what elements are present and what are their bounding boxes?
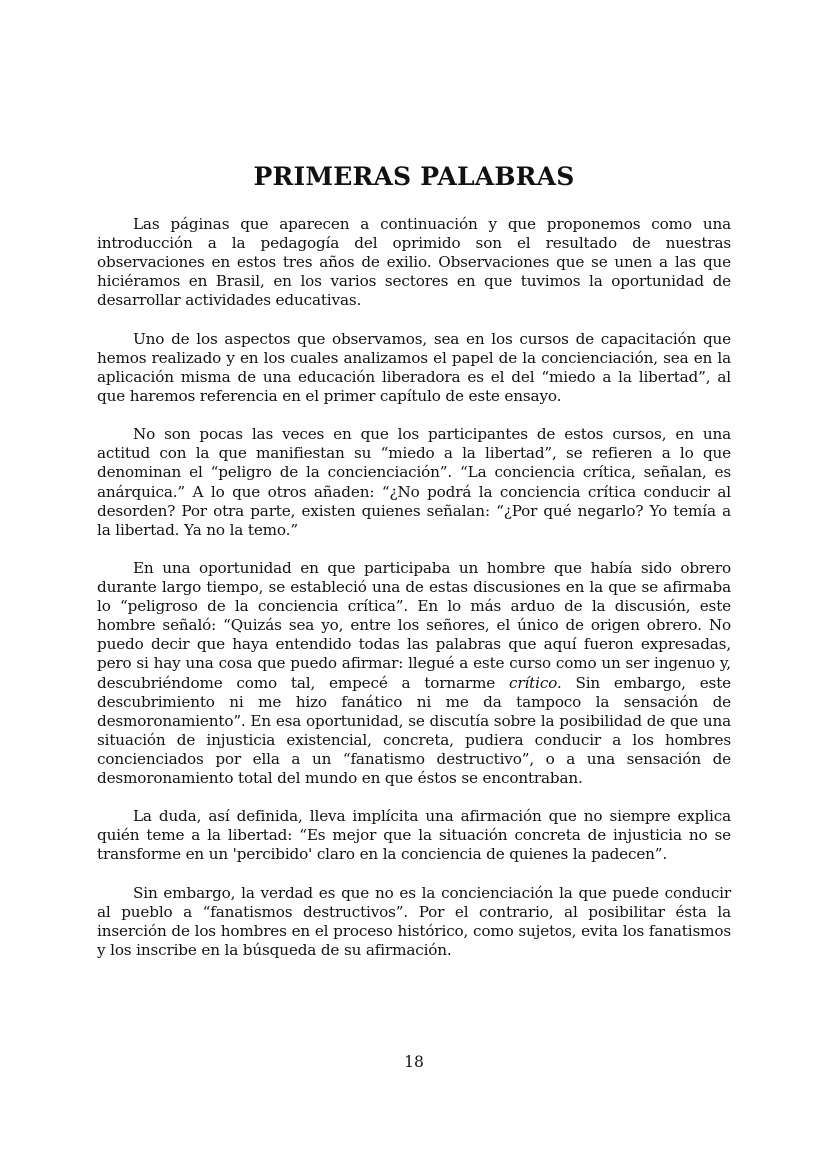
paragraph-3: No son pocas las veces en que los participantes de estos cursos, en una actitud con la que manifiestan su “miedo a la libertad”, se refieren a lo que denominan el “peligro de la concienciación”. “La conciencia crítica, señalan, es anárquica.” A lo que otros añaden: “¿No podrá la conciencia crítica conducir al desorden? Por otra parte, existen quienes señalan: “¿Por qué negarlo? Yo temía a la libertad. Ya no la temo.”	[97, 425, 731, 539]
paragraph-4-text-after: Sin embargo, este descubrimiento ni me hizo fanático ni me da tampoco la sensación de desmoronamiento”. En esa oportunidad, se discutía sobre la posibilidad de que una situación de injusticia existencial, concreta, pudiera conducir a los hombres concienciados por ella a un “fanatismo destructivo”, o a una sensación de desmoronamiento total del mundo en que éstos se encontraban.	[97, 673, 731, 787]
paragraph-6: Sin embargo, la verdad es que no es la concienciación la que puede conducir al pueblo a “fanatismos destructivos”. Por el contrario, al posibilitar ésta la inserción de los hombres en el proceso histórico, como sujetos, evita los fanatismos y los inscribe en la búsqueda de su afirmación.	[97, 883, 731, 960]
document-body	[97, 215, 731, 979]
page-number: 18	[404, 1053, 424, 1071]
paragraph-2: Uno de los aspectos que observamos, sea en los cursos de capacitación que hemos realizado y en los cuales analizamos el papel de la concienciación, sea en la aplicación misma de una educación liberadora es el del “miedo a la libertad”, al que haremos referencia en el primer capítulo de este ensayo.	[97, 329, 731, 405]
page-title: PRIMERAS PALABRAS	[253, 161, 575, 191]
paragraph-4-text-before: En una oportunidad en que participaba un hombre que había sido obrero durante largo tiempo, se estableció una de estas discusiones en la que se afirmaba lo “peligroso de la conciencia crítica”. En lo más arduo de la discusión, este hombre señaló: “Quizás sea yo, entre los señores, el único de origen obrero. No puedo decir que haya entendido todas las palabras que aquí fueron expresadas, pero si hay una cosa que puedo afirmar: llegué a este curso como un ser ingenuo y, descubriéndome como tal, empecé a tornarme	[97, 558, 731, 692]
paragraph-4	[97, 559, 731, 788]
paragraph-4-italic-word: crítico.	[508, 673, 562, 692]
paragraph-1: Las páginas que aparecen a continuación y que proponemos como una introducción a la pedagogía del oprimido son el resultado de nuestras observaciones en estos tres años de exilio. Observaciones que se unen a las que hiciéramos en Brasil, en los varios sectores en que tuvimos la oportunidad de desarrollar actividades educativas.	[97, 215, 731, 310]
paragraph-5: La duda, así definida, lleva implícita una afirmación que no siempre explica quién teme a la libertad: “Es mejor que la situación concreta de injusticia no se transforme en un 'percibido' claro en la conciencia de quienes la padecen”.	[97, 807, 731, 864]
